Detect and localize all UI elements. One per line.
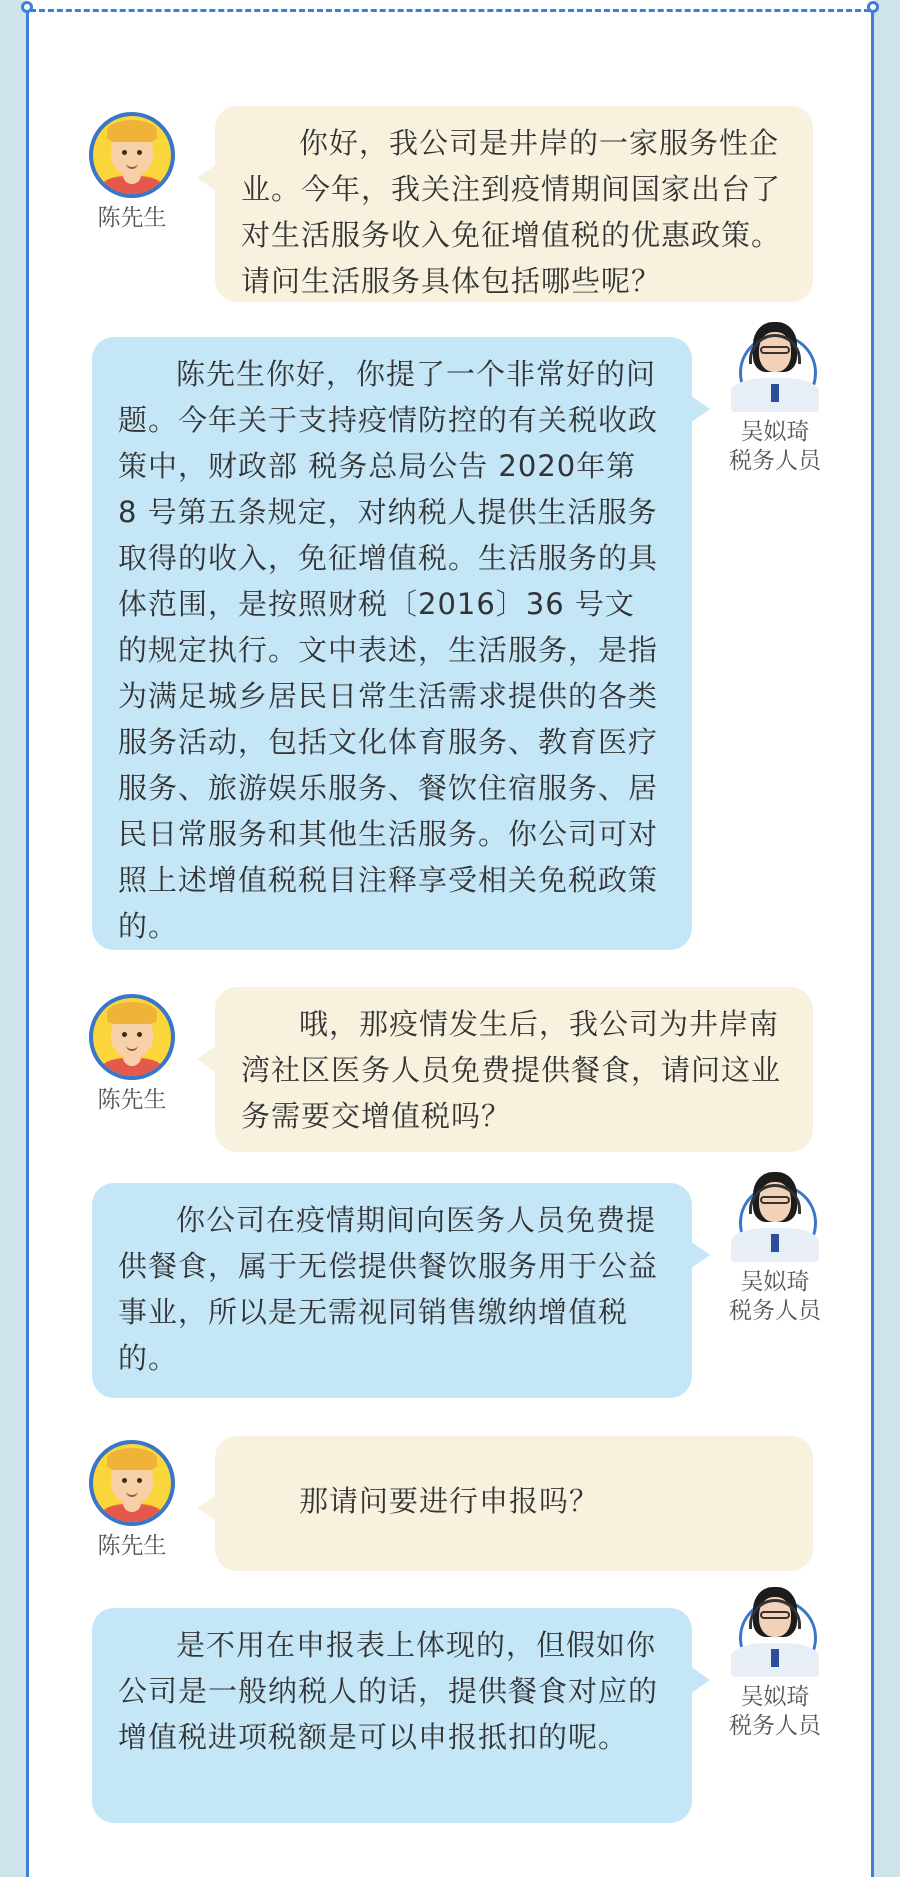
bubble-tail [690, 1241, 710, 1269]
customer-name: 陈先生 [97, 1533, 167, 1559]
message-text: 陈先生你好，你提了一个非常好的问题。今年关于支持疫情防控的有关税收政策中，财政部 税务总局公告 2020年第 8 号第五条规定，对纳税人提供生活服务取得的收入，免征增值税。生活服务的具体范围，是按照财税〔2016〕36 号文的规定执行。文中表述，生活服务，是指为满足城乡居民日常生活需求提供的各类服务活动，包括文化体育服务、教育医疗服务、旅游娱乐服务、餐饮住宿服务、居民日常服务和其他生活服务。你公司可对照上述增值税税目注释享受相关免税政策的。 [118, 357, 659, 943]
customer-speaker [72, 112, 192, 233]
customer-name: 陈先生 [97, 1087, 167, 1113]
officer-message [92, 337, 692, 950]
officer-message [92, 1608, 692, 1823]
officer-name: 吴姒琦 [740, 1684, 810, 1710]
frame-corner-dot-right [867, 1, 879, 13]
bubble-tail [690, 395, 710, 423]
officer-avatar [727, 1170, 823, 1262]
bubble-tail [690, 1666, 710, 1694]
officer-speaker [715, 320, 835, 476]
officer-speaker [715, 1170, 835, 1326]
customer-message [215, 987, 813, 1152]
customer-avatar [89, 1440, 175, 1526]
left-background-strip [0, 0, 26, 1877]
customer-avatar [89, 994, 175, 1080]
frame-corner-dot-left [21, 1, 33, 13]
officer-name: 吴姒琦 [740, 419, 810, 445]
customer-name: 陈先生 [97, 205, 167, 231]
message-text: 那请问要进行申报吗？ [299, 1484, 600, 1518]
frame-right-border [871, 10, 874, 1877]
officer-name: 吴姒琦 [740, 1269, 810, 1295]
officer-avatar [727, 1585, 823, 1677]
bubble-tail [197, 164, 217, 192]
right-background-strip [874, 0, 900, 1877]
officer-role: 税务人员 [729, 1713, 821, 1739]
customer-avatar [89, 112, 175, 198]
customer-message [215, 106, 813, 302]
officer-avatar [727, 320, 823, 412]
officer-speaker [715, 1585, 835, 1741]
bubble-tail [197, 1494, 217, 1522]
message-text: 你公司在疫情期间向医务人员免费提供餐食，属于无偿提供餐饮服务用于公益事业，所以是无需视同销售缴纳增值税的。 [118, 1203, 659, 1375]
frame-top-dashed-border [30, 9, 870, 12]
message-text: 是不用在申报表上体现的，但假如你公司是一般纳税人的话，提供餐食对应的增值税进项税额是可以申报抵扣的呢。 [118, 1628, 659, 1754]
message-text: 哦，那疫情发生后，我公司为井岸南湾社区医务人员免费提供餐食，请问这业务需要交增值税吗？ [241, 1007, 782, 1133]
officer-role: 税务人员 [729, 1298, 821, 1324]
frame-left-border [26, 10, 29, 1877]
customer-speaker [72, 994, 192, 1115]
officer-role: 税务人员 [729, 448, 821, 474]
bubble-tail [197, 1045, 217, 1073]
customer-message [215, 1436, 813, 1571]
customer-speaker [72, 1440, 192, 1561]
officer-message [92, 1183, 692, 1398]
message-text: 你好，我公司是井岸的一家服务性企业。今年，我关注到疫情期间国家出台了对生活服务收入免征增值税的优惠政策。请问生活服务具体包括哪些呢？ [241, 126, 782, 298]
